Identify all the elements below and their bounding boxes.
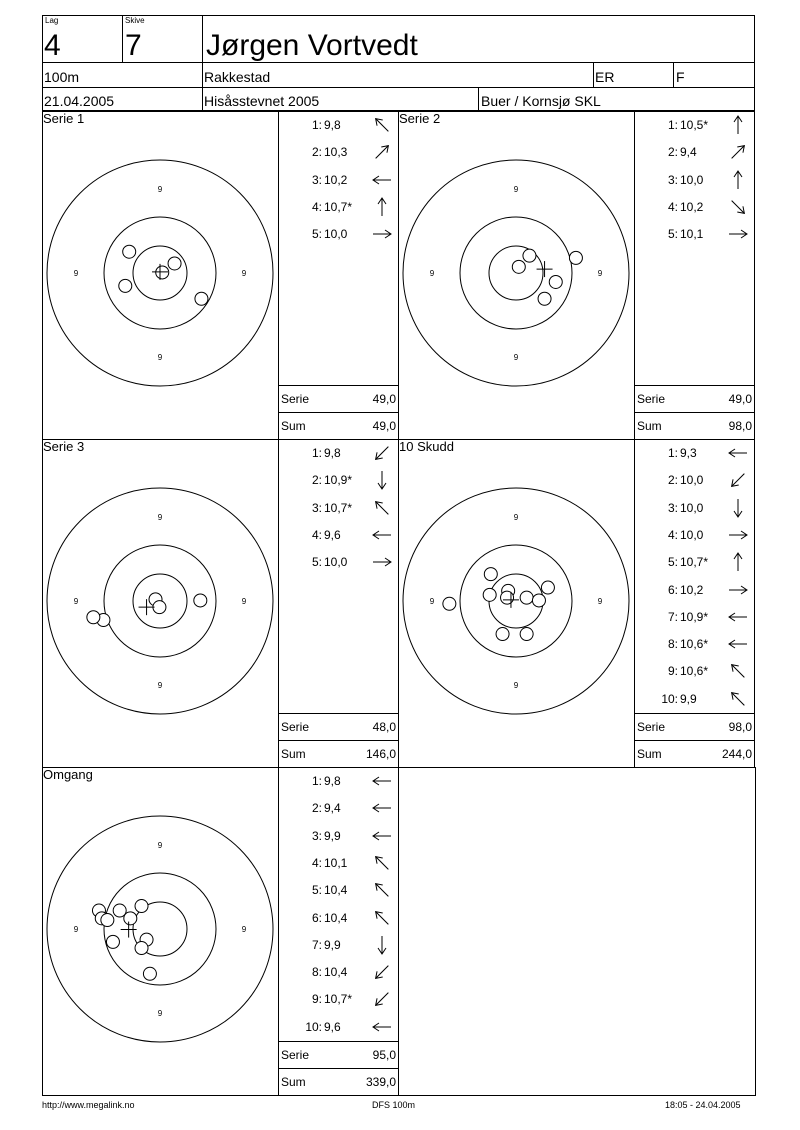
shot-score: 10,0	[324, 227, 348, 242]
direction-arrow-icon	[738, 508, 739, 509]
shot-list-box	[278, 111, 399, 440]
shot-hole	[532, 594, 545, 607]
sum-label: Sum	[281, 419, 306, 433]
shot-hole	[106, 935, 119, 948]
shot-score: 9,9	[324, 828, 341, 843]
row-divider	[634, 740, 754, 741]
skive-label: Skive	[125, 16, 145, 25]
shot-score: 10,2	[324, 172, 348, 187]
direction-arrow-icon	[738, 453, 739, 454]
direction-arrow-icon	[382, 480, 383, 481]
ring-label: 9	[157, 681, 163, 690]
direction-arrow-icon	[382, 562, 383, 563]
ring-label: 9	[73, 269, 79, 278]
shot-score: 10,4	[324, 965, 348, 980]
lag-label: Lag	[45, 16, 59, 25]
direction-arrow-icon	[382, 125, 383, 126]
sum-value: 49,0	[372, 419, 396, 433]
direction-arrow-icon	[738, 535, 739, 536]
shot-score: 10,1	[680, 227, 704, 242]
shot-score: 10,1	[324, 855, 348, 870]
sum-label: Sum	[637, 419, 662, 433]
header-divider	[593, 62, 594, 87]
shot-list-box	[634, 439, 755, 768]
panel-title: Serie 2	[399, 111, 441, 126]
shot-score: 9,4	[680, 145, 697, 160]
shooter-name: Jørgen Vortvedt	[206, 29, 418, 62]
serie-label: Serie	[281, 392, 310, 406]
ring-label: 9	[73, 925, 79, 934]
shot-number: 3:	[667, 500, 678, 515]
event-name: Hisåsstevnet 2005	[204, 93, 320, 109]
shot-score: 10,7*	[324, 992, 353, 1007]
target-diagram	[429, 185, 603, 362]
header-divider	[478, 87, 479, 111]
shot-number: 9:	[667, 664, 678, 679]
direction-arrow-icon	[738, 644, 739, 645]
ring-label: 9	[513, 513, 519, 522]
shot-score: 9,6	[324, 527, 341, 542]
target-diagram	[73, 185, 247, 362]
shot-score: 9,3	[680, 446, 697, 460]
header-divider	[202, 15, 203, 111]
ring-label: 9	[513, 185, 519, 194]
shot-hole	[135, 942, 148, 955]
direction-arrow-icon	[382, 863, 383, 864]
shot-score: 10,7*	[324, 500, 353, 515]
shot-hole	[538, 292, 551, 305]
shot-score: 10,2	[680, 582, 704, 597]
row-divider	[278, 740, 398, 741]
sum-label: Sum	[281, 1075, 306, 1089]
shot-list-box	[634, 111, 755, 440]
shot-score: 10,9*	[324, 473, 353, 488]
lag-value: 4	[44, 29, 61, 62]
shot-number: 4:	[311, 855, 322, 870]
sum-value: 339,0	[365, 1075, 396, 1089]
shot-number: 1:	[311, 774, 322, 788]
direction-arrow-icon	[738, 617, 739, 618]
shot-number: 7:	[667, 609, 678, 624]
direction-arrow-icon	[738, 207, 739, 208]
ring-label: 9	[513, 353, 519, 362]
serie-value: 98,0	[728, 720, 752, 734]
shot-score: 10,0	[680, 473, 704, 488]
shot-score: 10,3	[324, 145, 348, 160]
shot-hole	[520, 591, 533, 604]
footer-program: DFS 100m	[372, 1100, 416, 1110]
shot-score: 10,7*	[324, 199, 353, 214]
serie-value: 95,0	[372, 1048, 396, 1062]
row-divider	[634, 412, 754, 413]
target-diagram	[73, 513, 247, 690]
shot-score: 9,8	[324, 446, 341, 460]
shot-hole	[143, 967, 156, 980]
header-divider	[42, 87, 755, 88]
shot-hole	[512, 260, 525, 273]
direction-arrow-icon	[382, 999, 383, 1000]
shot-number: 4:	[667, 527, 678, 542]
shot-number: 2:	[667, 473, 678, 488]
shot-hole	[123, 245, 136, 258]
ring-label: 9	[513, 681, 519, 690]
shot-hole	[443, 597, 456, 610]
shot-hole	[135, 900, 148, 913]
direction-arrow-icon	[382, 945, 383, 946]
shot-number: 1:	[667, 446, 678, 460]
shot-hole	[119, 279, 132, 292]
shot-hole	[501, 591, 514, 604]
sum-label: Sum	[281, 747, 306, 761]
direction-arrow-icon	[738, 234, 739, 235]
direction-arrow-icon	[738, 152, 739, 153]
target-diagram	[73, 841, 247, 1018]
header-divider	[673, 62, 674, 87]
panel-title: Omgang	[43, 767, 93, 782]
ring-label: 9	[241, 597, 247, 606]
shot-number: 5:	[667, 227, 678, 242]
shot-hole	[483, 588, 496, 601]
ring-label: 9	[429, 269, 435, 278]
ring-label: 9	[157, 185, 163, 194]
direction-arrow-icon	[738, 590, 739, 591]
shot-score: 10,0	[680, 527, 704, 542]
header-divider	[122, 15, 123, 62]
empty-cell	[398, 767, 756, 1096]
direction-arrow-icon	[382, 890, 383, 891]
serie-label: Serie	[637, 392, 666, 406]
shot-number: 8:	[311, 965, 322, 980]
shot-number: 3:	[311, 172, 322, 187]
footer-timestamp: 18:05 - 24.04.2005	[665, 1100, 741, 1110]
ring-label: 9	[157, 353, 163, 362]
direction-arrow-icon	[738, 180, 739, 181]
shot-hole	[101, 914, 114, 927]
shot-number: 2:	[311, 473, 322, 488]
direction-arrow-icon	[382, 508, 383, 509]
shot-number: 3:	[311, 500, 322, 515]
shot-number: 5:	[311, 883, 322, 898]
row-divider	[634, 713, 754, 714]
club-name: Buer / Kornsjø SKL	[481, 93, 601, 109]
direction-arrow-icon	[738, 562, 739, 563]
shot-hole	[168, 257, 181, 270]
shot-number: 4:	[311, 199, 322, 214]
shot-number: 4:	[311, 527, 322, 542]
shot-score: 10,2	[680, 199, 704, 214]
shot-score: 10,6*	[680, 637, 709, 652]
shot-score: 9,8	[324, 118, 341, 132]
shot-list-box	[278, 767, 399, 1096]
panel-title: 10 Skudd	[399, 439, 454, 454]
shot-number: 1:	[311, 118, 322, 132]
shot-score: 10,0	[680, 500, 704, 515]
serie-label: Serie	[281, 1048, 310, 1062]
direction-arrow-icon	[382, 918, 383, 919]
shot-score: 9,4	[324, 801, 341, 816]
shot-number: 1:	[667, 118, 678, 132]
shot-hole	[87, 611, 100, 624]
shot-score: 10,7*	[680, 555, 709, 570]
shot-hole	[194, 594, 207, 607]
serie-value: 49,0	[728, 392, 752, 406]
ring-label: 9	[241, 925, 247, 934]
shot-number: 5:	[667, 555, 678, 570]
shot-number: 8:	[667, 637, 678, 652]
shot-number: 2:	[311, 145, 322, 160]
shot-hole	[156, 266, 169, 279]
shot-hole	[496, 628, 509, 641]
direction-arrow-icon	[382, 808, 383, 809]
sum-value: 98,0	[728, 419, 752, 433]
shot-number: 5:	[311, 555, 322, 570]
shot-hole	[523, 249, 536, 262]
row-divider	[278, 713, 398, 714]
panel-title: Serie 1	[43, 111, 85, 126]
shot-hole	[153, 601, 166, 614]
shot-score: 10,4	[324, 910, 348, 925]
skive-value: 7	[125, 29, 142, 62]
ring-label: 9	[157, 1009, 163, 1018]
panel-title: Serie 3	[43, 439, 85, 454]
shot-score: 10,6*	[680, 664, 709, 679]
shot-hole	[484, 568, 497, 581]
direction-arrow-icon	[382, 781, 383, 782]
row-divider	[278, 1068, 398, 1069]
shot-hole	[124, 912, 137, 925]
row-divider	[278, 1041, 398, 1042]
direction-arrow-icon	[382, 535, 383, 536]
shot-hole	[549, 275, 562, 288]
shot-hole	[569, 251, 582, 264]
direction-arrow-icon	[382, 152, 383, 153]
shot-score: 9,9	[680, 691, 697, 706]
shot-number: 2:	[667, 145, 678, 160]
shot-score: 10,5*	[680, 118, 709, 132]
serie-value: 49,0	[372, 392, 396, 406]
serie-value: 48,0	[372, 720, 396, 734]
row-divider	[278, 385, 398, 386]
club-place: Rakkestad	[204, 69, 271, 85]
direction-arrow-icon	[382, 1027, 383, 1028]
direction-arrow-icon	[382, 836, 383, 837]
shot-score: 10,9*	[680, 609, 709, 624]
date: 21.04.2005	[44, 93, 115, 109]
shot-score: 10,0	[324, 555, 348, 570]
direction-arrow-icon	[382, 972, 383, 973]
shot-score: 10,0	[680, 172, 704, 187]
ring-label: 9	[429, 597, 435, 606]
serie-label: Serie	[637, 720, 666, 734]
shot-number: 6:	[311, 910, 322, 925]
shot-number: 10:	[305, 1019, 322, 1034]
shot-hole	[520, 628, 533, 641]
ring-label: 9	[157, 841, 163, 850]
shot-score: 10,4	[324, 883, 348, 898]
direction-arrow-icon	[382, 180, 383, 181]
distance: 100m	[44, 69, 80, 85]
serie-label: Serie	[281, 720, 310, 734]
ring-label: 9	[241, 269, 247, 278]
row-divider	[634, 385, 754, 386]
class-code: ER	[595, 69, 615, 85]
target-diagram	[429, 513, 603, 690]
shot-hole	[541, 581, 554, 594]
direction-arrow-icon	[738, 699, 739, 700]
sum-label: Sum	[637, 747, 662, 761]
shot-score: 9,8	[324, 774, 341, 788]
row-divider	[278, 412, 398, 413]
sum-value: 244,0	[721, 747, 752, 761]
direction-arrow-icon	[382, 234, 383, 235]
class-letter: F	[676, 69, 685, 85]
shot-number: 9:	[311, 992, 322, 1007]
direction-arrow-icon	[382, 207, 383, 208]
direction-arrow-icon	[382, 453, 383, 454]
ring-label: 9	[73, 597, 79, 606]
sum-value: 146,0	[365, 747, 396, 761]
shot-hole	[195, 292, 208, 305]
shot-number: 6:	[667, 582, 678, 597]
ring-label: 9	[597, 269, 603, 278]
shot-number: 4:	[667, 199, 678, 214]
shot-number: 3:	[311, 828, 322, 843]
shot-score: 9,9	[324, 937, 341, 952]
shot-number: 2:	[311, 801, 322, 816]
shot-number: 10:	[661, 691, 678, 706]
direction-arrow-icon	[738, 125, 739, 126]
shot-number: 3:	[667, 172, 678, 187]
direction-arrow-icon	[738, 671, 739, 672]
direction-arrow-icon	[738, 480, 739, 481]
shot-score: 9,6	[324, 1019, 341, 1034]
ring-label: 9	[157, 513, 163, 522]
shot-number: 5:	[311, 227, 322, 242]
shot-number: 7:	[311, 937, 322, 952]
shot-number: 1:	[311, 446, 322, 460]
header-divider	[42, 62, 755, 63]
ring-label: 9	[597, 597, 603, 606]
footer-url: http://www.megalink.no	[42, 1100, 135, 1110]
